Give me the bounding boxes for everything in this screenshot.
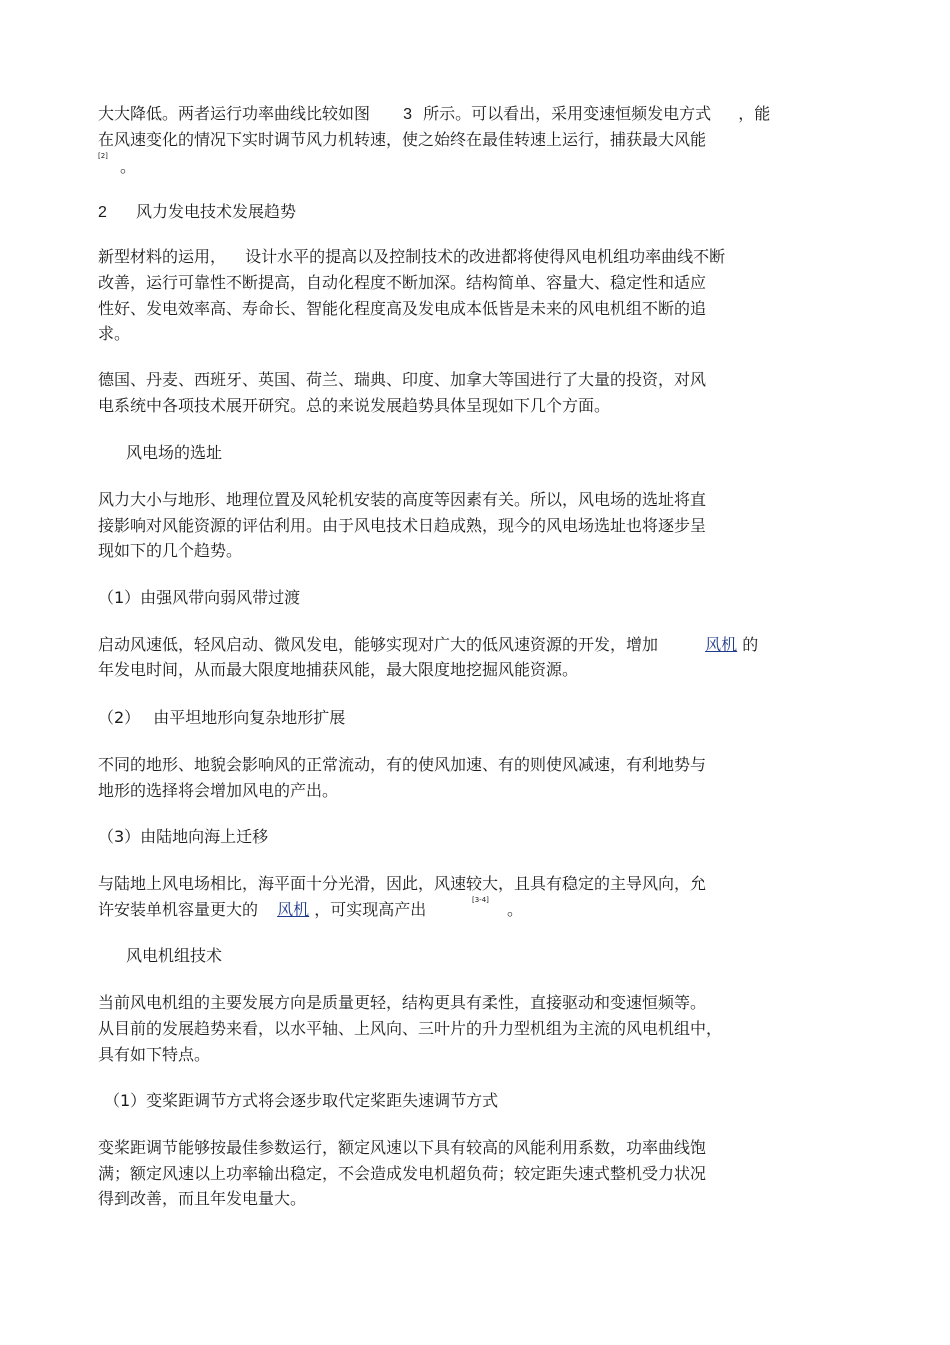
figure-number: 3 (403, 106, 413, 123)
wind-turbine-link[interactable]: 风机 (277, 900, 310, 919)
paragraph-8-line-3: 具有如下特点。 (98, 1045, 211, 1064)
list-item-3: （3）由陆地向海上迁移 (98, 827, 269, 846)
paragraph-3-line-1: 德国、丹麦、西班牙、英国、荷兰、瑞典、印度、加拿大等国进行了大量的投资，对风 (98, 370, 707, 389)
paragraph-5-line-1 (98, 635, 758, 655)
paragraph-6-line-2: 地形的选择将会增加风电的产出。 (98, 781, 339, 800)
paragraph-3-line-2: 电系统中各项技术展开研究。总的来说发展趋势具体呈现如下几个方面。 (98, 396, 611, 415)
text: 许安装单机容量更大的 (98, 900, 259, 919)
paragraph-2-line-3: 性好、发电效率高、寿命长、智能化程度高及发电成本低皆是未来的风电机组不断的追 (98, 299, 707, 318)
citation-ref: [3-4] (472, 896, 489, 904)
paragraph-2-line-2: 改善，运行可靠性不断提高，自动化程度不断加深。结构简单、容量大、稳定性和适应 (98, 273, 707, 292)
text: 所示。可以看出，采用变速恒频发电方式 (423, 104, 712, 123)
text: 设计水平的提高以及控制技术的改进都将使得风电机组功率曲线不断 (245, 247, 726, 266)
section-title: 风力发电技术发展趋势 (136, 202, 297, 221)
subheading-unit-technology: 风电机组技术 (126, 946, 223, 965)
subheading-site-selection: 风电场的选址 (126, 443, 223, 462)
text: 的 (742, 635, 759, 654)
paragraph-8-line-2: 从目前的发展趋势来看，以水平轴、上风向、三叶片的升力型机组为主流的风电机组中， (98, 1019, 723, 1038)
paragraph-5-line-2: 年发电时间，从而最大限度地捕获风能，最大限度地挖掘风能资源。 (98, 660, 579, 679)
paragraph-7-end: 。 (507, 900, 524, 919)
paragraph-1-end: 。 (120, 157, 137, 176)
paragraph-2-line-4: 求。 (98, 324, 131, 343)
paragraph-1-line-2: 在风速变化的情况下实时调节风力机转速，使之始终在最佳转速上运行，捕获最大风能 (98, 130, 707, 149)
paragraph-4-line-2: 接影响对风能资源的评估利用。由于风电技术日趋成熟，现今的风电场选址也将逐步呈 (98, 516, 707, 535)
text: 启动风速低，轻风启动、微风发电，能够实现对广大的低风速资源的开发，增加 (98, 635, 659, 654)
paragraph-9-line-3: 得到改善，而且年发电量大。 (98, 1189, 307, 1208)
list-item-2 (98, 708, 345, 728)
list-item-1: （1）由强风带向弱风带过渡 (98, 588, 301, 607)
paragraph-8-line-1: 当前风电机组的主要发展方向是质量更轻，结构更具有柔性，直接驱动和变速恒频等。 (98, 993, 707, 1012)
section-number: 2 (98, 204, 107, 221)
paragraph-7-line-2 (98, 900, 426, 920)
list-item-4: （1）变桨距调节方式将会逐步取代定桨距失速调节方式 (104, 1091, 499, 1110)
text: ，可实现高产出 (314, 900, 427, 919)
paragraph-7-line-1: 与陆地上风电场相比，海平面十分光滑，因此，风速较大，且具有稳定的主导风向，允 (98, 874, 707, 893)
paragraph-4-line-3: 现如下的几个趋势。 (98, 541, 243, 560)
text: ，能 (738, 104, 771, 123)
text: （2） (98, 708, 141, 727)
paragraph-1-line-1 (98, 104, 770, 125)
paragraph-6-line-1: 不同的地形、地貌会影响风的正常流动，有的使风加速、有的则使风减速，有利地势与 (98, 755, 707, 774)
citation-ref: [2] (98, 152, 108, 160)
text: 大大降低。两者运行功率曲线比较如图 (98, 104, 371, 123)
paragraph-9-line-1: 变桨距调节能够按最佳参数运行，额定风速以下具有较高的风能利用系数，功率曲线饱 (98, 1138, 707, 1157)
paragraph-2-line-1 (98, 247, 725, 267)
paragraph-4-line-1: 风力大小与地形、地理位置及风轮机安装的高度等因素有关。所以，风电场的选址将直 (98, 490, 707, 509)
text: 由平坦地形向复杂地形扩展 (153, 708, 346, 727)
text: 新型材料的运用， (98, 247, 227, 266)
paragraph-9-line-2: 满；额定风速以上功率输出稳定，不会造成发电机超负荷；较定距失速式整机受力状况 (98, 1164, 707, 1183)
wind-turbine-link[interactable]: 风机 (705, 635, 738, 654)
section-heading-2 (98, 202, 296, 223)
